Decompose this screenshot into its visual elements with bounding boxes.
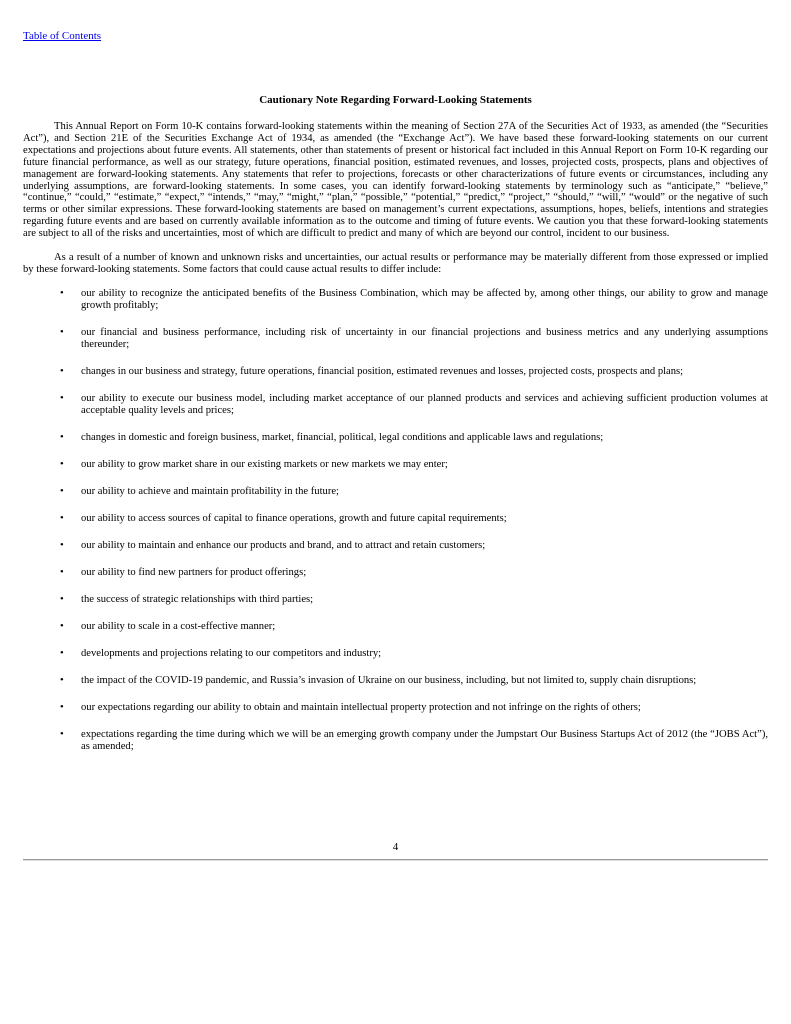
- list-item: [23, 288, 768, 312]
- list-item: [23, 486, 768, 498]
- intro-paragraph: This Annual Report on Form 10-K contains forward-looking statements within the meaning of Section 27A of the Securities Act of 1933, as amended (the “Securities Act”), and Section 21E of the Securities Exchange Act of 1934, as amended (the “Exchange Act”). We have based these forward-looking statements on our current expectations and projections about future events. All statements, other than statements of present or historical fact included in this Annual Report on Form 10-K regarding our future financial performance, as well as our strategy, future operations, financial position, estimated revenues, and losses, projected costs, prospects, plans and objectives of management are forward-looking statements. Any statements that refer to projections, forecasts or other characterizations of future events or circumstances, including any underlying assumptions, are forward-looking statements. In some cases, you can identify forward-looking statements by terminology such as “anticipate,” “believe,” “continue,” “could,” “estimate,” “expect,” “intends,” “may,” “might,” “plan,” “possible,” “potential,” “predict,” “project,” “should,” “will,” “would” or the negative of such terms or other similar expressions. These forward-looking statements are based on management’s current expectations, assumptions, hopes, beliefs, intentions and strategies regarding future events and are based on currently available information as to the outcome and timing of future events. We caution you that these forward-looking statements are subject to all of the risks and uncertainties, most of which are difficult to predict and many of which are beyond our control, incident to our business.: [23, 121, 768, 240]
- bullet-icon: •: [60, 326, 64, 338]
- list-item-text: our ability to access sources of capital to finance operations, growth and future capital requirements;: [81, 512, 507, 524]
- page-number: 4: [392, 841, 399, 853]
- list-item: [23, 393, 768, 417]
- bullet-icon: •: [60, 728, 64, 740]
- list-item-text: our ability to recognize the anticipated benefits of the Business Combination, which may be affected by, among other things, our ability to grow and manage growth profitably;: [81, 287, 768, 311]
- list-item-text: expectations regarding the time during which we will be an emerging growth company under the Jumpstart Our Business Startups Act of 2012 (the “JOBS Act”), as amended;: [81, 728, 768, 752]
- list-item: [23, 432, 768, 444]
- bullet-icon: •: [60, 512, 64, 524]
- list-item-text: our ability to scale in a cost-effective manner;: [81, 620, 276, 632]
- list-item-text: our financial and business performance, including risk of uncertainty in our financial projections and business metrics and any underlying assumptions thereunder;: [81, 326, 768, 350]
- bullet-icon: •: [60, 593, 64, 605]
- bullet-icon: •: [60, 392, 64, 404]
- list-item: [23, 459, 768, 471]
- bullet-icon: •: [60, 620, 64, 632]
- list-item-text: our ability to find new partners for product offerings;: [81, 566, 307, 578]
- list-item: [23, 729, 768, 753]
- list-item-text: changes in domestic and foreign business, market, financial, political, legal conditions and applicable laws and regulations;: [81, 431, 604, 443]
- list-item-text: our ability to achieve and maintain profitability in the future;: [81, 485, 340, 497]
- list-item: [23, 567, 768, 579]
- list-item-text: changes in our business and strategy, future operations, financial position, estimated revenues and losses, projected costs, prospects and plans;: [81, 365, 684, 377]
- bullet-icon: •: [60, 674, 64, 686]
- list-item: [23, 540, 768, 552]
- bullet-icon: •: [60, 431, 64, 443]
- bullet-icon: •: [60, 539, 64, 551]
- list-item: [23, 702, 768, 714]
- bullet-icon: •: [60, 287, 64, 299]
- risk-factor-list: [23, 288, 768, 753]
- list-item-text: our expectations regarding our ability to obtain and maintain intellectual property protection and not infringe on the rights of others;: [81, 701, 641, 713]
- list-item: [23, 327, 768, 351]
- list-item-text: developments and projections relating to our competitors and industry;: [81, 647, 382, 659]
- list-item-text: our ability to maintain and enhance our products and brand, and to attract and retain customers;: [81, 539, 486, 551]
- list-item: [23, 648, 768, 660]
- bullet-icon: •: [60, 485, 64, 497]
- bullet-icon: •: [60, 365, 64, 377]
- section-heading: Cautionary Note Regarding Forward-Looking Statements: [259, 94, 532, 106]
- bullet-icon: •: [60, 566, 64, 578]
- list-item: [23, 675, 768, 687]
- list-item-text: the success of strategic relationships with third parties;: [81, 593, 314, 605]
- table-of-contents-link[interactable]: Table of Contents: [23, 30, 102, 42]
- list-item: [23, 513, 768, 525]
- document-body: [23, 94, 768, 768]
- list-item: [23, 594, 768, 606]
- list-item: [23, 366, 768, 378]
- list-item-text: our ability to grow market share in our existing markets or new markets we may enter;: [81, 458, 448, 470]
- bullet-icon: •: [60, 701, 64, 713]
- risk-factors-intro-paragraph: As a result of a number of known and unknown risks and uncertainties, our actual results or performance may be materially different from those expressed or implied by these forward-looking statements. Some factors that could cause actual results to differ include:: [23, 252, 768, 275]
- list-item-text: the impact of the COVID-19 pandemic, and Russia’s invasion of Ukraine on our business, including, but not limited to, supply chain disruptions;: [81, 674, 697, 686]
- bullet-icon: •: [60, 458, 64, 470]
- list-item: [23, 621, 768, 633]
- bullet-icon: •: [60, 647, 64, 659]
- list-item-text: our ability to execute our business model, including market acceptance of our planned products and services and achieving sufficient production volumes at acceptable quality levels and prices;: [81, 392, 768, 416]
- page-divider: [23, 859, 768, 861]
